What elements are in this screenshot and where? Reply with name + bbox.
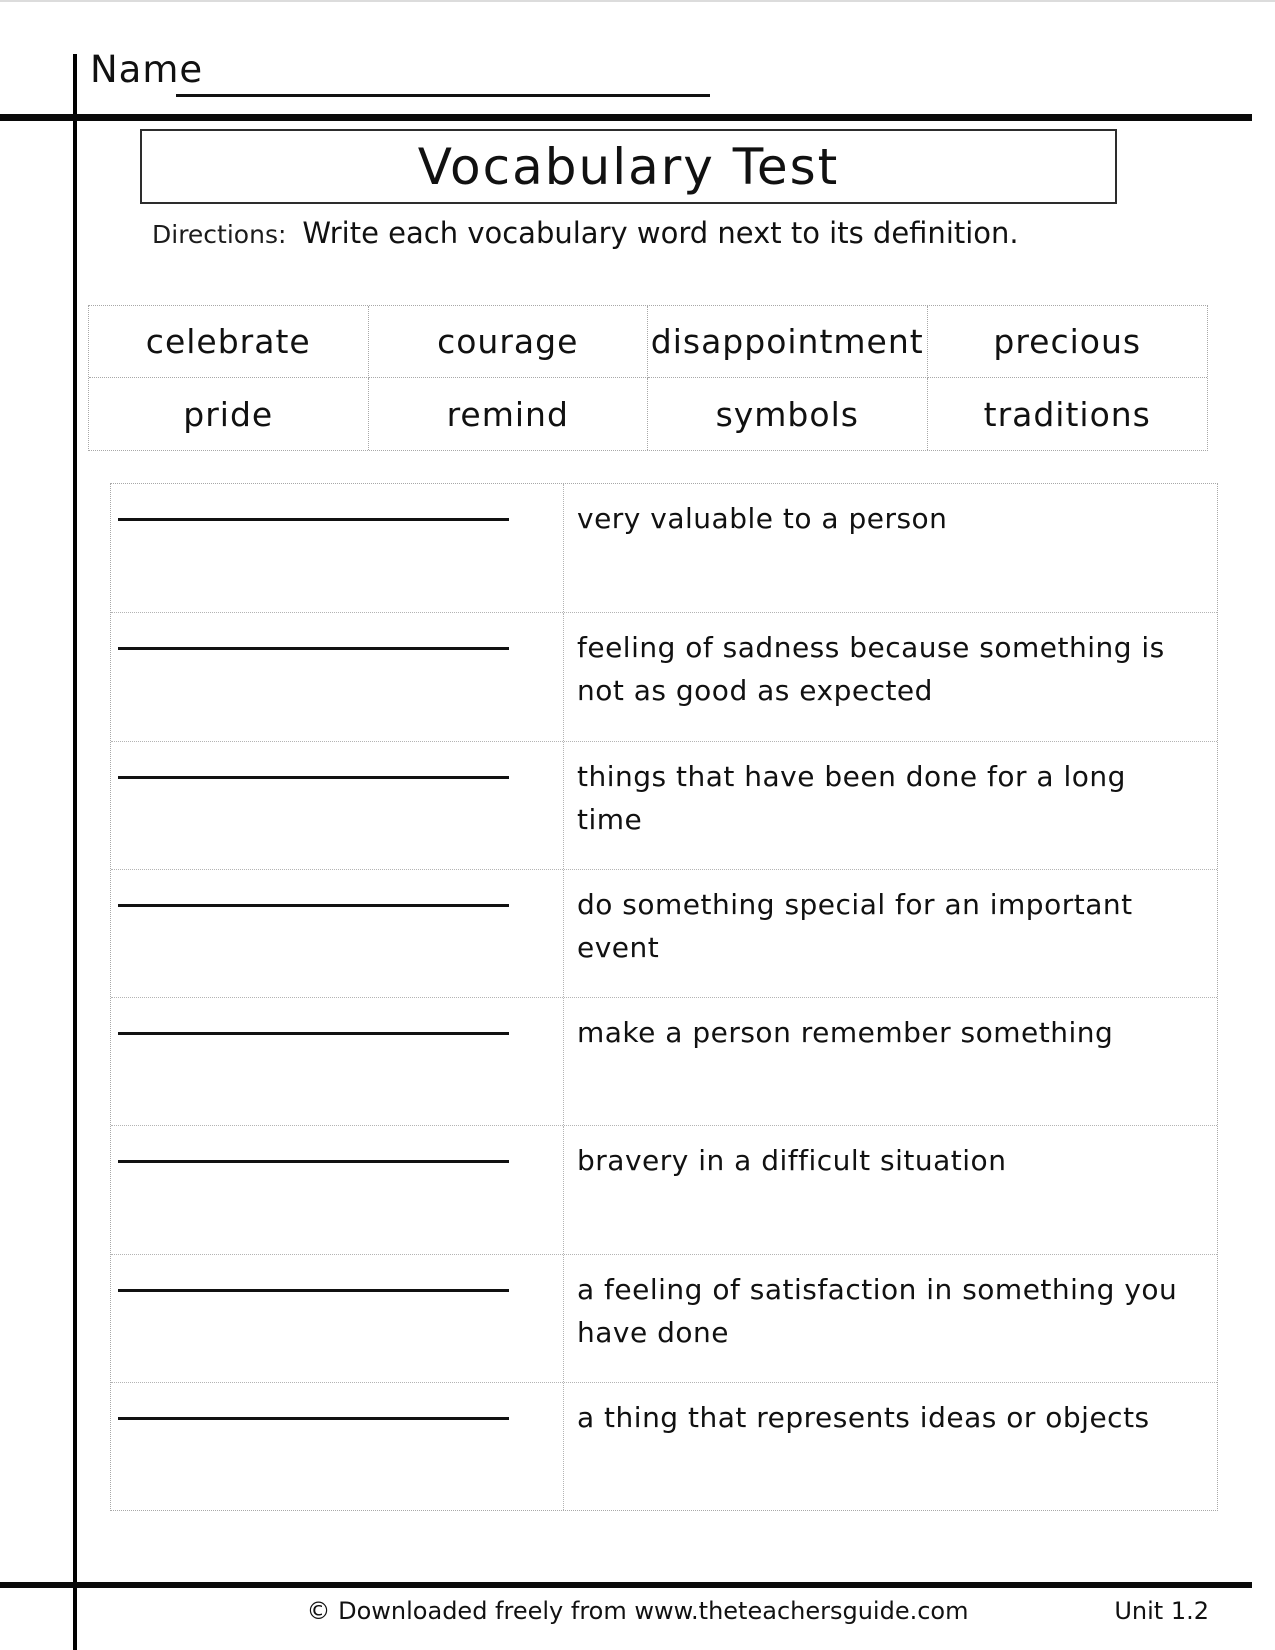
definitions-table	[110, 483, 1218, 1511]
definition-row	[111, 741, 1217, 869]
answer-blank-cell	[111, 870, 564, 997]
answer-blank-cell	[111, 742, 564, 869]
word-bank-word: precious	[928, 306, 1208, 378]
directions-label: Directions:	[152, 220, 287, 249]
word-bank-word: disappointment	[648, 306, 928, 378]
definition-text: do something special for an important event	[577, 887, 1133, 964]
unit-label: Unit 1.2	[1114, 1597, 1209, 1625]
word-bank-word: courage	[369, 306, 649, 378]
title-box	[140, 129, 1117, 204]
header-divider-rule	[0, 114, 1252, 121]
directions-text: Write each vocabulary word next to its definition.	[302, 216, 1019, 250]
definition-text: a thing that represents ideas or objects	[577, 1401, 1150, 1435]
page-title: Vocabulary Test	[417, 137, 840, 196]
definition-row	[111, 869, 1217, 997]
answer-blank-line[interactable]	[118, 1160, 509, 1163]
word-bank-word: remind	[369, 378, 649, 450]
answer-blank-cell	[111, 484, 564, 612]
definition-row	[111, 997, 1217, 1125]
definition-text: make a person remember something	[577, 1016, 1114, 1050]
definition-text: feeling of sadness because something is not as good as expected	[577, 631, 1165, 708]
answer-blank-line[interactable]	[118, 1032, 509, 1035]
name-label: Name	[90, 48, 204, 91]
answer-blank-cell	[111, 1255, 564, 1382]
definition-text: things that have been done for a long time	[577, 759, 1126, 836]
answer-blank-line[interactable]	[118, 776, 509, 779]
definition-row	[111, 1254, 1217, 1382]
word-bank-word: pride	[89, 378, 369, 450]
definition-text: very valuable to a person	[577, 502, 948, 535]
directions-row	[152, 216, 1019, 250]
answer-blank-cell	[111, 998, 564, 1125]
answer-blank-line[interactable]	[118, 518, 509, 521]
answer-blank-line[interactable]	[118, 1417, 509, 1420]
footer-divider-rule	[0, 1582, 1252, 1588]
footer-credit: © Downloaded freely from www.theteachersguide.com	[306, 1597, 969, 1625]
definition-row	[111, 484, 1217, 612]
left-margin-rule	[73, 54, 77, 1650]
word-bank-word: celebrate	[89, 306, 369, 378]
definition-row	[111, 1125, 1217, 1253]
answer-blank-cell	[111, 1383, 564, 1510]
definition-text: bravery in a difficult situation	[577, 1144, 1007, 1178]
definition-row	[111, 1382, 1217, 1510]
answer-blank-cell	[111, 1126, 564, 1253]
answer-blank-cell	[111, 613, 564, 740]
answer-blank-line[interactable]	[118, 904, 509, 907]
page-top-edge-line	[0, 0, 1275, 2]
word-bank-word: symbols	[648, 378, 928, 450]
word-bank-word: traditions	[983, 394, 1151, 434]
definition-row	[111, 612, 1217, 740]
word-bank-table	[88, 305, 1208, 451]
definition-text: a feeling of satisfaction in something you have done	[577, 1272, 1178, 1349]
answer-blank-line[interactable]	[118, 647, 509, 650]
answer-blank-line[interactable]	[118, 1289, 509, 1292]
name-blank-line[interactable]	[176, 94, 710, 97]
